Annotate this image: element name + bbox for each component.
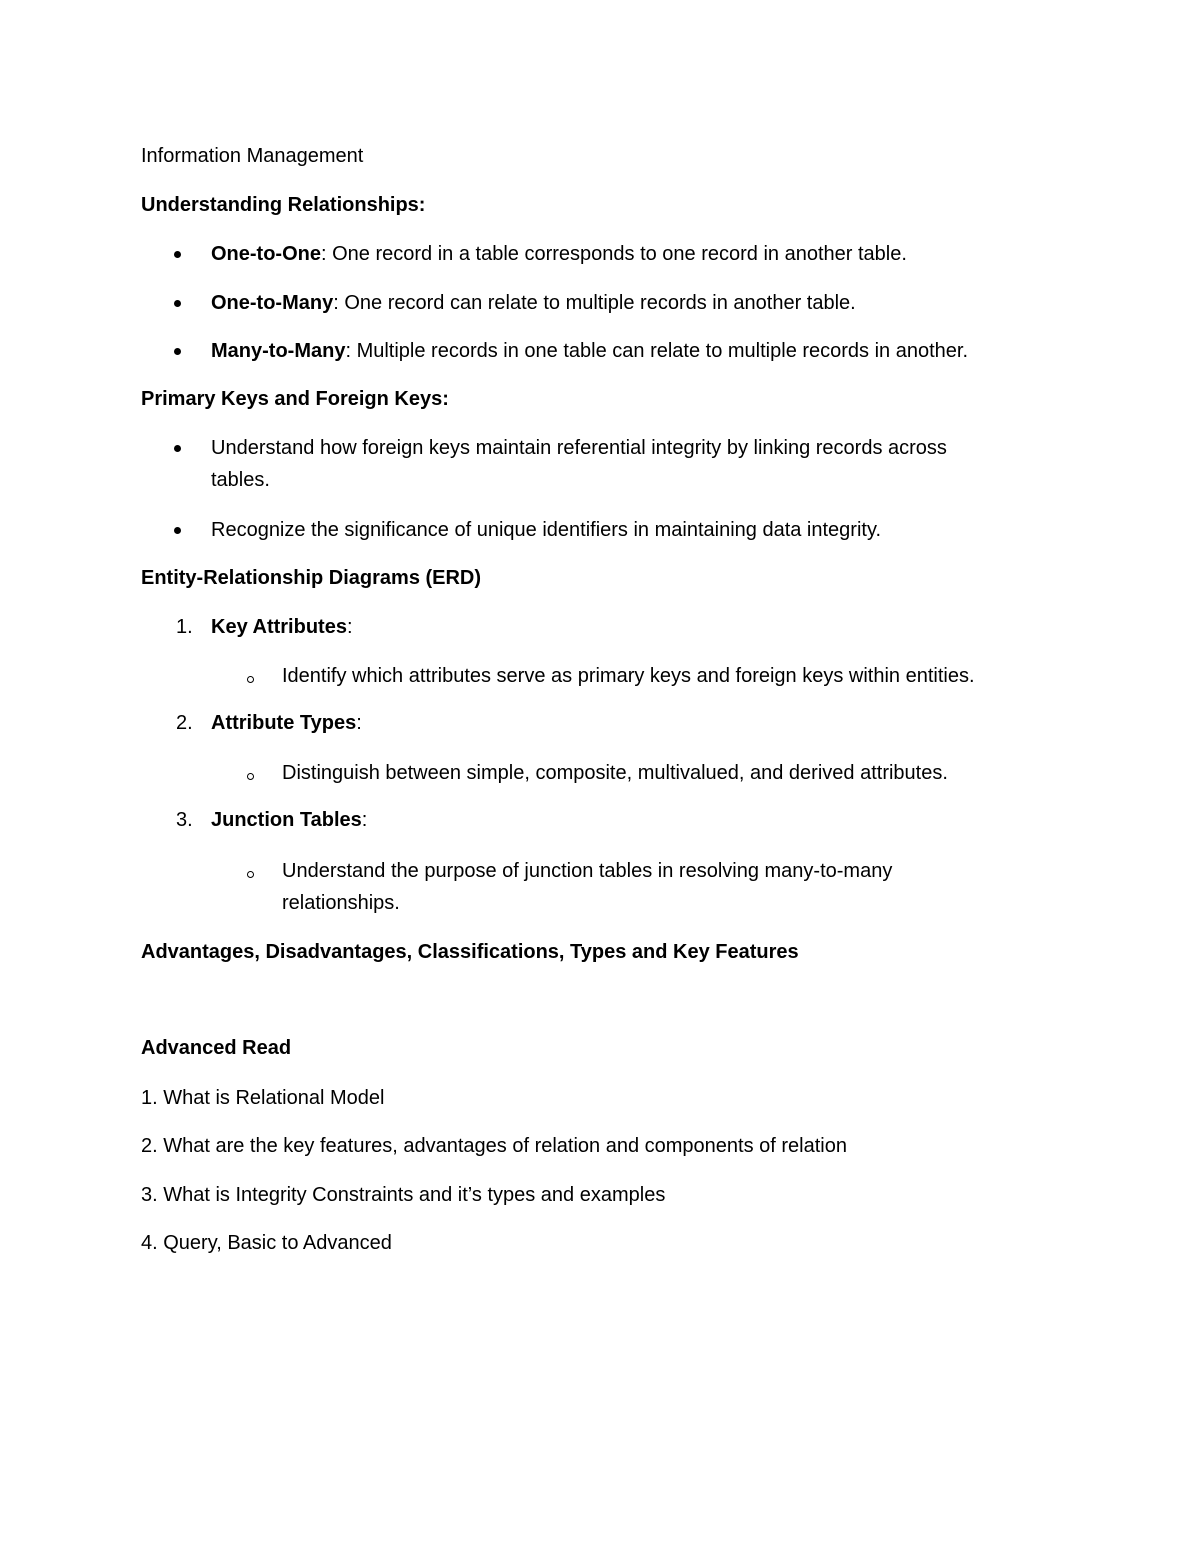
separator: : [361,809,368,831]
list-number: 3. [176,809,193,831]
circle-bullet-icon [247,855,267,887]
bullet-icon [174,287,194,319]
separator: : [356,712,362,734]
bullet-icon [174,432,194,464]
relationship-text: One record in a table corresponds to one record in another table. [332,243,907,265]
keys-item-line: tables. [211,469,270,491]
erd-sub-item: relationships. [282,892,400,914]
relationship-text: Multiple records in one table can relate to multiple records in another. [356,340,969,362]
bullet-icon [174,238,194,270]
relationship-item [211,335,968,367]
erd-item-title [211,804,367,836]
separator: : [345,340,357,362]
advanced-read-item: 1. What is Relational Model [141,1087,385,1109]
relationship-term: Many-to-Many [211,340,346,362]
relationship-item [211,238,907,270]
advanced-read-heading: Advanced Read [141,1037,292,1059]
erd-heading: Entity-Relationship Diagrams (ERD) [141,567,482,589]
keys-heading: Primary Keys and Foreign Keys: [141,388,449,410]
separator: : [346,616,353,638]
relationship-text: One record can relate to multiple records in another table. [344,292,856,314]
keys-item-line: Understand how foreign keys maintain referential integrity by linking records across [211,437,947,459]
relationship-term: One-to-One [211,243,321,265]
erd-item-title [211,707,362,739]
document-title: Information Management [141,145,364,167]
list-number: 2. [176,712,193,734]
erd-item-title-text: Junction Tables [211,809,362,831]
erd-sub-item: Distinguish between simple, composite, multivalued, and derived attributes. [282,762,948,784]
bullet-icon [174,335,194,367]
list-number: 1. [176,616,193,638]
advantages-heading: Advantages, Disadvantages, Classifications, Types and Key Features [141,941,799,963]
advanced-read-item: 2. What are the key features, advantages of relation and components of relation [141,1135,847,1157]
circle-bullet-icon [247,660,267,692]
circle-bullet-icon [247,757,267,789]
relationships-heading: Understanding Relationships: [141,194,426,216]
relationship-term: One-to-Many [211,292,334,314]
erd-item-title-text: Attribute Types [211,712,357,734]
relationship-item [211,287,856,319]
erd-sub-item: Understand the purpose of junction tables in resolving many-to-many [282,860,893,882]
separator: : [321,243,333,265]
erd-item-title [211,611,353,643]
separator: : [333,292,345,314]
advanced-read-item: 3. What is Integrity Constraints and it’s types and examples [141,1184,666,1206]
erd-item-title-text: Key Attributes [211,616,347,638]
bullet-icon [174,514,194,546]
erd-sub-item: Identify which attributes serve as primary keys and foreign keys within entities. [282,665,975,687]
keys-item-line: Recognize the significance of unique identifiers in maintaining data integrity. [211,519,882,541]
advanced-read-item: 4. Query, Basic to Advanced [141,1232,392,1254]
